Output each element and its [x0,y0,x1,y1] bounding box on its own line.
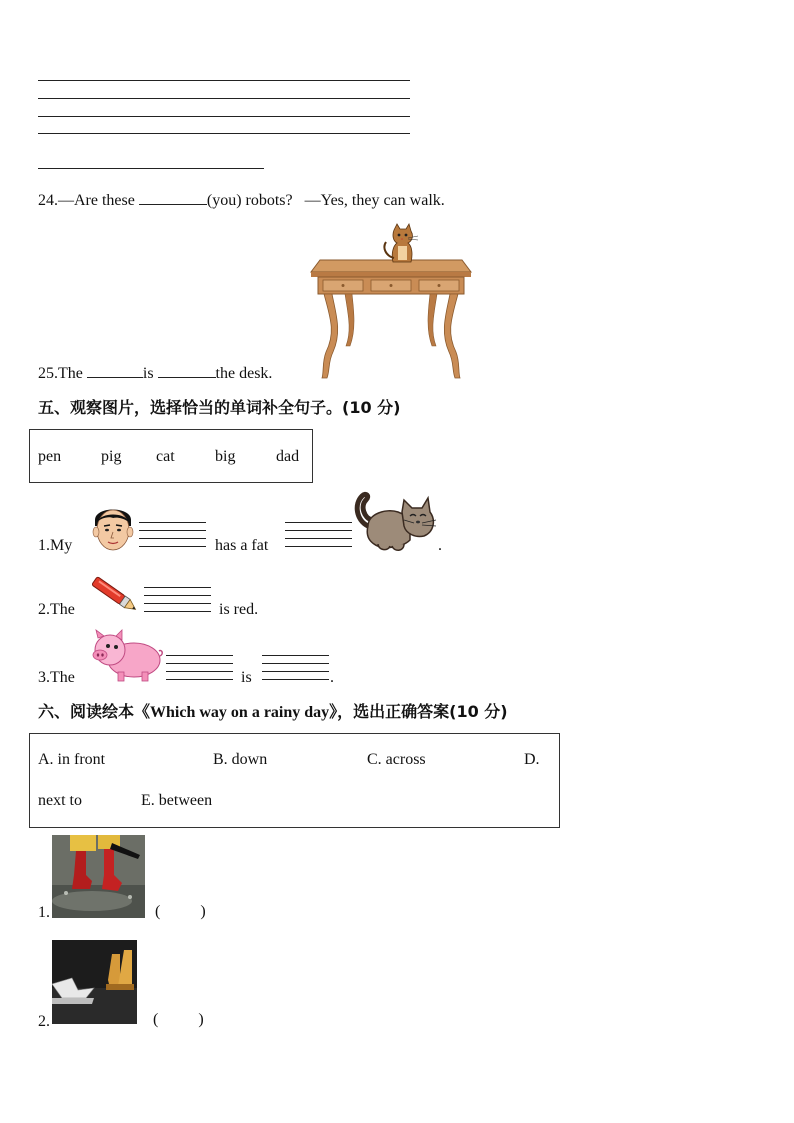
answer-lines[interactable] [144,587,211,619]
item-3-start: 3.The [38,669,75,686]
answer-lines[interactable] [166,655,233,687]
option-c: C. across [367,751,426,768]
item-2-end: is red. [219,601,259,618]
option-e: E. between [141,792,213,809]
answer-line-5 [38,168,264,169]
question-24: 24.—Are these (you) robots? —Yes, they can walk. [38,192,445,209]
item-3-middle: is [241,669,252,686]
item-3-period: . [330,669,334,686]
book-title: Which way on a rainy day [150,704,330,721]
picture-item-1-number: 1. [38,904,50,921]
word-bank-item: big [215,448,236,465]
option-d: D. [524,751,540,768]
answer-paren-2[interactable]: ( ) [153,1011,204,1028]
item-1-period: . [438,537,442,554]
fat-cat-picture [352,490,438,554]
answer-lines[interactable] [139,522,206,554]
answer-blank[interactable] [158,377,216,378]
answer-line-3 [38,116,410,117]
option-d-continued: next to [38,792,82,809]
answer-paren-1[interactable]: ( ) [155,903,206,920]
pig-picture [90,628,164,684]
item-1-middle: has a fat [215,537,269,554]
word-bank-item: cat [156,448,175,465]
dad-face-picture [89,502,137,554]
answer-blank[interactable] [87,377,143,378]
question-number: 24. [38,192,58,209]
red-boots-puddle-photo [52,835,145,918]
option-a: A. in front [38,751,106,768]
item-2-start: 2.The [38,601,75,618]
section-6-heading: 六、阅读绘本《Which way on a rainy day》，选出正确答案(10 分) [38,702,508,721]
word-bank-item: dad [276,448,300,465]
answer-blank[interactable] [139,204,207,205]
word-bank-item: pen [38,448,62,465]
section-5-heading: 五、观察图片，选择恰当的单词补全句子。(10 分) [38,398,401,417]
pen-picture [88,574,142,616]
picture-item-2-number: 2. [38,1013,50,1030]
question-number: 25. [38,365,58,382]
paper-boat-boots-photo [52,940,137,1024]
options-box [29,733,560,828]
answer-line-4 [38,133,410,134]
question-25: 25.The is the desk. [38,365,273,382]
option-b: B. down [213,751,268,768]
answer-line-1 [38,80,410,81]
item-1-start: 1.My [38,537,73,554]
answer-lines[interactable] [285,522,352,554]
answer-line-2 [38,98,410,99]
word-bank-item: pig [101,448,122,465]
desk-cat-illustration [308,222,474,382]
answer-lines[interactable] [262,655,329,687]
